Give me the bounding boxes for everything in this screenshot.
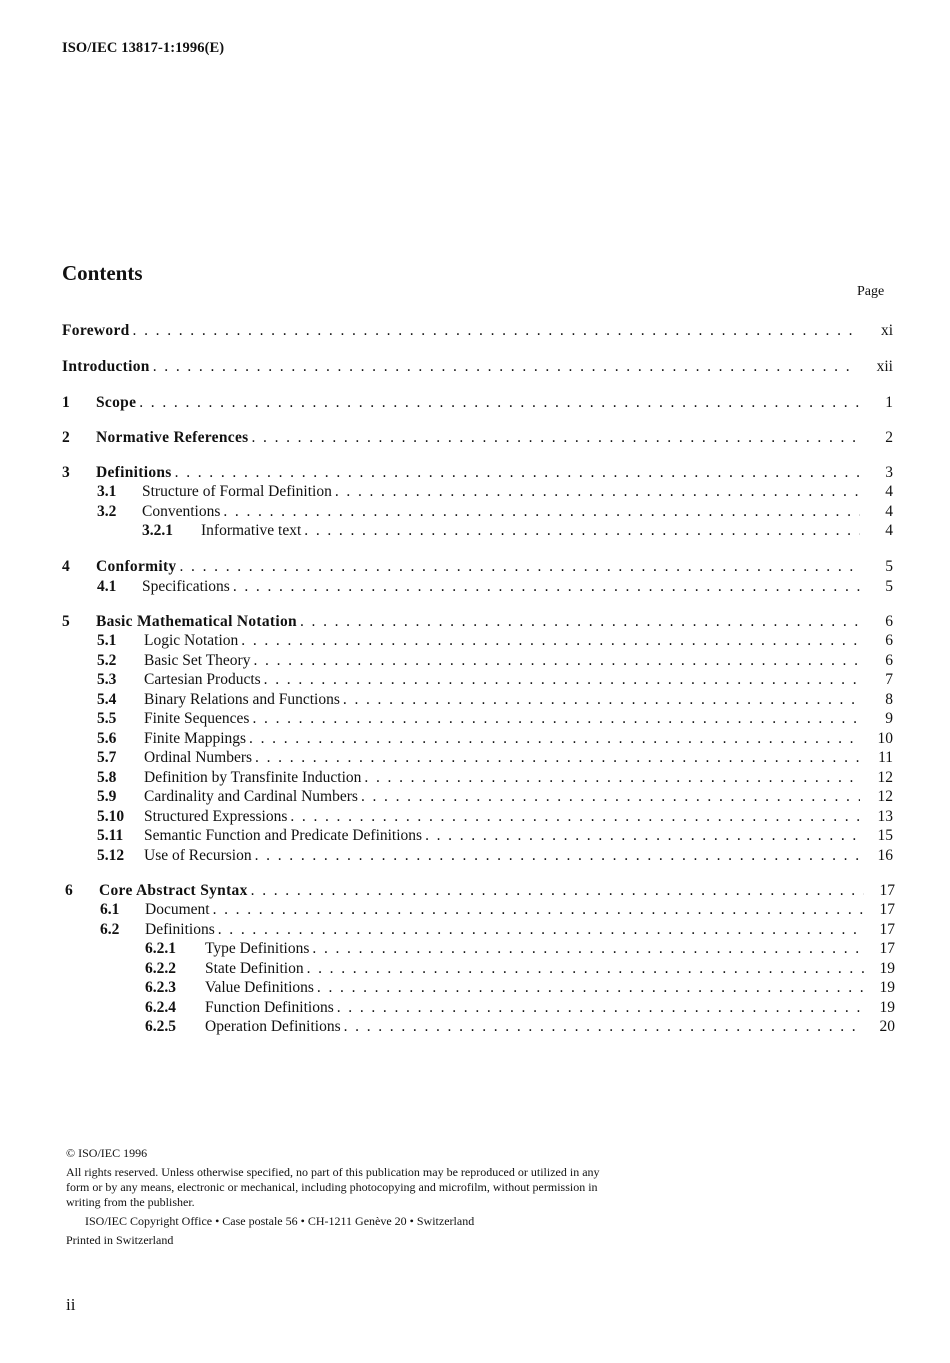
toc-entry-number: 6.2.5 [145,1018,176,1035]
toc-entry[interactable] [0,557,950,577]
toc-entry-title: Type Definitions [205,940,312,957]
toc-entry-title: Informative text [201,522,304,539]
toc-entry-leader [144,807,860,827]
toc-entry-page: 4 [885,483,893,500]
toc-entry-number: 5 [62,613,70,630]
toc-entry-page: 17 [879,940,895,957]
toc-entry-number: 5.5 [97,710,117,727]
toc-entry-page: 12 [877,769,893,786]
toc-entry-number: 5.7 [97,749,117,766]
toc-entry-title: Basic Set Theory [144,652,253,669]
toc-entry-page: 6 [885,652,893,669]
toc-entry-number: 6.1 [100,901,120,918]
toc-entry-number: 6.2 [100,921,120,938]
toc-entry-title: Function Definitions [205,999,337,1016]
toc-entry-number: 5.4 [97,691,117,708]
toc-entry-title: Document [145,901,213,918]
toc-entry-number: 2 [62,429,70,446]
toc-entry-page: 4 [885,503,893,520]
document-id-header: ISO/IEC 13817-1:1996(E) [62,40,225,56]
toc-entry-number: 6.2.4 [145,999,176,1016]
toc-entry[interactable] [0,846,950,866]
toc-entry-page: 15 [877,827,893,844]
toc-entry-page: 5 [885,558,893,575]
toc-entry[interactable] [0,612,950,632]
page-title: Contents [62,261,143,285]
toc-entry[interactable] [0,651,950,671]
toc-entry-number: 1 [62,394,70,411]
toc-entry-leader [205,978,864,998]
printed-in: Printed in Switzerland [66,1233,174,1247]
toc-entry-leader [142,502,860,522]
toc-entry-title: Finite Sequences [144,710,252,727]
toc-entry-page: 19 [879,960,895,977]
toc-entry-number: 5.12 [97,847,125,864]
toc-entry-number: 5.6 [97,730,117,747]
toc-entry-number: 5.3 [97,671,117,688]
toc-entry[interactable] [0,428,950,448]
page-number: ii [66,1295,76,1314]
toc-entry[interactable] [0,463,950,483]
toc-entry-page: 1 [885,394,893,411]
toc-entry-title: Semantic Function and Predicate Definitions [144,827,425,844]
toc-entry-page: 8 [885,691,893,708]
toc-entry[interactable] [0,978,950,998]
toc-entry-leader [144,826,860,846]
toc-entry-page: 19 [879,999,895,1016]
toc-entry-page: 17 [879,921,895,938]
toc-entry-number: 5.10 [97,808,125,825]
toc-entry-title: Normative References [96,429,251,446]
toc-entry-number: 5.9 [97,788,117,805]
toc-entry-leader [96,393,860,413]
toc-entry-title: Basic Mathematical Notation [96,613,300,630]
toc-entry-page: 10 [877,730,893,747]
toc-entry-page: 20 [879,1018,895,1035]
toc-entry-page: 19 [879,979,895,996]
toc-entry-page: 17 [879,882,895,899]
toc-entry[interactable] [0,998,950,1018]
toc-entry-title: Conformity [96,558,180,575]
toc-entry-page: xii [876,358,893,375]
toc-entry[interactable] [0,826,950,846]
toc-entry[interactable] [0,577,950,597]
toc-entry[interactable] [0,900,950,920]
toc-entry-title: Conventions [142,503,223,520]
toc-entry-title: Structured Expressions [144,808,290,825]
toc-entry[interactable] [0,807,950,827]
toc-entry-leader [96,428,860,448]
copyright-footer [66,1146,611,1248]
toc-entry-title: Core Abstract Syntax [99,882,251,899]
toc-entry-leader [144,709,860,729]
toc-entry-leader [145,920,864,940]
toc-entry[interactable] [0,521,950,541]
copyright-line: © ISO/IEC 1996 [66,1146,148,1160]
toc-entry-title: State Definition [205,960,307,977]
toc-entry-leader [142,482,860,502]
toc-entry-title: Use of Recursion [144,847,255,864]
toc-entry-title: Binary Relations and Functions [144,691,343,708]
toc-entry-title: Value Definitions [205,979,317,996]
toc-entry[interactable] [0,881,950,901]
rights-statement: All rights reserved. Unless otherwise specified, no part of this publication may be reproduced or utilized in any form or by any means, electronic or mechanical, including photocopying and microfilm, without permission in writing from the publisher. [66,1165,600,1209]
toc-entry-page: 3 [885,464,893,481]
toc-entry[interactable] [0,787,950,807]
toc-entry-leader [144,748,860,768]
toc-entry-title: Foreword [62,322,133,339]
toc-entry[interactable] [0,748,950,768]
toc-entry-page: 16 [877,847,893,864]
toc-entry[interactable] [0,729,950,749]
toc-entry-number: 3.2 [97,503,117,520]
toc-entry-title: Definition by Transfinite Induction [144,769,364,786]
toc-entry-title: Definitions [96,464,175,481]
toc-entry-leader [142,577,860,597]
toc-entry-leader [144,768,860,788]
toc-entry-title: Scope [96,394,139,411]
toc-entry-page: xi [880,322,893,339]
toc-entry-title: Definitions [145,921,218,938]
toc-entry-leader [62,357,852,377]
toc-entry[interactable] [0,959,950,979]
toc-entry[interactable] [0,1017,950,1037]
toc-entry-page: 6 [885,613,893,630]
toc-entry-title: Finite Mappings [144,730,249,747]
toc-entry-leader [96,557,860,577]
toc-entry[interactable] [0,393,950,413]
toc-entry[interactable] [0,670,950,690]
toc-entry-leader [144,631,860,651]
toc-entry-title: Cartesian Products [144,671,264,688]
toc-entry-leader [144,651,860,671]
toc-entry-number: 3.1 [97,483,117,500]
toc-entry-page: 6 [885,632,893,649]
toc-entry-page: 2 [885,429,893,446]
toc-entry-leader [144,787,860,807]
toc-entry-page: 11 [878,749,893,766]
toc-entry-leader [62,321,852,341]
toc-entry-number: 3 [62,464,70,481]
toc-entry-leader [201,521,860,541]
toc-entry-page: 17 [879,901,895,918]
toc-entry-number: 6 [65,882,73,899]
toc-entry-leader [144,729,860,749]
toc-entry-leader [144,690,860,710]
toc-entry-number: 5.8 [97,769,117,786]
toc-entry-number: 5.11 [97,827,124,844]
toc-entry-page: 9 [885,710,893,727]
toc-entry-leader [205,998,864,1018]
toc-entry-number: 4.1 [97,578,117,595]
toc-entry-number: 6.2.3 [145,979,176,996]
toc-entry[interactable] [0,482,950,502]
toc-entry-number: 6.2.1 [145,940,176,957]
toc-entry-leader [144,670,860,690]
toc-entry-number: 4 [62,558,70,575]
toc-entry[interactable] [0,768,950,788]
toc-entry[interactable] [0,709,950,729]
copyright-office-address: ISO/IEC Copyright Office • Case postale 56 • CH-1211 Genève 20 • Switzerland [85,1214,475,1228]
toc-entry[interactable] [0,920,950,940]
toc-entry-number: 5.1 [97,632,117,649]
toc-entry-leader [205,939,864,959]
page-column-label: Page [857,284,885,299]
toc-entry-leader [96,612,860,632]
toc-entry-leader [205,1017,864,1037]
toc-entry-leader [145,900,864,920]
toc-entry-leader [205,959,864,979]
toc-entry[interactable] [0,631,950,651]
toc-entry-page: 4 [885,522,893,539]
toc-entry-leader [96,463,860,483]
toc-entry-page: 12 [877,788,893,805]
toc-entry-title: Ordinal Numbers [144,749,255,766]
toc-entry-title: Introduction [62,358,153,375]
toc-entry[interactable] [0,690,950,710]
toc-entry-page: 7 [885,671,893,688]
toc-entry-leader [99,881,864,901]
toc-entry[interactable] [0,939,950,959]
toc-entry-number: 3.2.1 [142,522,173,539]
toc-entry-title: Specifications [142,578,233,595]
toc-entry-number: 6.2.2 [145,960,176,977]
toc-entry-number: 5.2 [97,652,117,669]
toc-entry[interactable] [0,321,950,341]
toc-entry[interactable] [0,502,950,522]
toc-entry-title: Structure of Formal Definition [142,483,335,500]
toc-entry-title: Cardinality and Cardinal Numbers [144,788,361,805]
toc-entry-page: 5 [885,578,893,595]
toc-entry-leader [144,846,860,866]
toc-entry-title: Logic Notation [144,632,241,649]
toc-entry-page: 13 [877,808,893,825]
toc-entry-title: Operation Definitions [205,1018,344,1035]
toc-entry[interactable] [0,357,950,377]
